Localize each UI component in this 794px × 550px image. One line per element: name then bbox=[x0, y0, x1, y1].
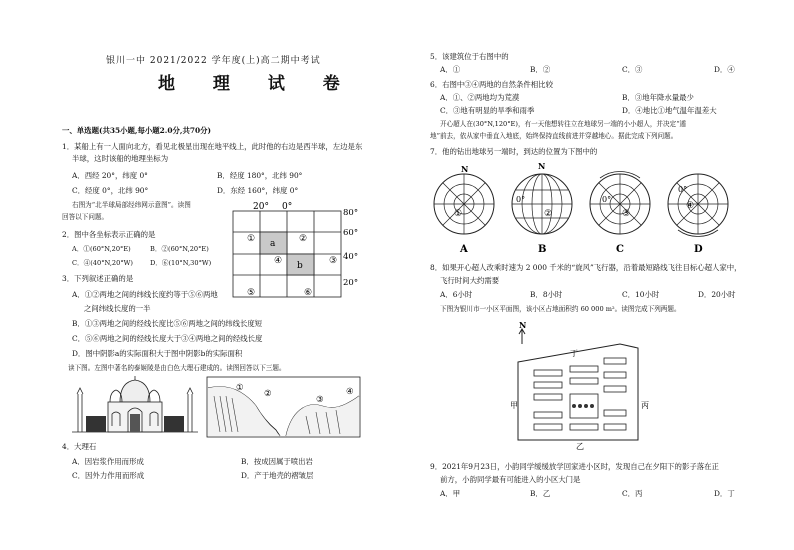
globe-a-mark: ① bbox=[454, 209, 463, 219]
q2-stem: 2．图中各坐标表示正确的是 bbox=[62, 230, 156, 239]
q1-opt-b: B．经度 180°，北纬 90° bbox=[217, 171, 303, 180]
q3-opt-d: D．图中阴影a的实际面积大于图中阴影b的实际面积 bbox=[72, 349, 243, 358]
globe-d-mark: ④ bbox=[686, 201, 695, 211]
q1-stem-2: 半球，这时该船的地理坐标为 bbox=[72, 154, 169, 163]
school-header: 银川一中 2021/2022 学年度(上)高二期中考试 bbox=[106, 56, 321, 66]
q7-stem: 7．他的钻出地球另一端时，到达的位置为下图中的 bbox=[430, 147, 598, 156]
q8-opt-a: A．6小时 bbox=[440, 290, 473, 299]
lat-label-40: 40° bbox=[343, 252, 359, 262]
globe-c-mark: ③ bbox=[622, 209, 631, 219]
q1-stem-1: 1．某船上有一人面向北方，看见北极星出现在地平线上，此时他的右边是西半球，左边是东 bbox=[62, 142, 363, 151]
q4-opt-b: B．按成因属于喷出岩 bbox=[241, 457, 313, 466]
q6-intro-2: 地”前去，依从家中垂直入地底，始终保持直线前进并穿越地心。据此完成下列问题。 bbox=[430, 132, 678, 140]
gate-bing: 丙 bbox=[641, 401, 649, 410]
lat-label-60: 60° bbox=[343, 228, 359, 238]
q4-stem: 4．大理石 bbox=[62, 442, 97, 451]
q1-opt-c: C．经度 0°，北纬 90° bbox=[72, 186, 149, 195]
taj-mahal-image bbox=[72, 376, 198, 436]
q3-opt-a-2: 之间纬线长度的一半 bbox=[84, 304, 151, 313]
q4-intro: 读下图。左图中著名的泰姬陵是由白色大理石建成的。读图回答以下三题。 bbox=[68, 364, 286, 372]
q2-opt-c: C．④(40°N,20°W) bbox=[72, 259, 133, 267]
point-3: ③ bbox=[329, 256, 338, 266]
q9-opt-b: B．乙 bbox=[530, 489, 551, 498]
lon-label-20: 20° bbox=[253, 202, 269, 212]
map-label-3: ③ bbox=[316, 395, 324, 405]
q8-stem-2: 飞行时间大约需要 bbox=[440, 276, 500, 285]
q3-opt-c: C．⑤⑥两地之间的经线长度大于③④两地之间的经线长度 bbox=[72, 334, 263, 343]
q5-opt-c: C．③ bbox=[622, 65, 643, 74]
q9-opt-a: A．甲 bbox=[440, 489, 461, 498]
q4-opt-d: D．产于地壳的褶皱层 bbox=[241, 471, 314, 480]
q6-opt-a: A．①、②两地均为荒漠 bbox=[440, 93, 520, 102]
point-4: ④ bbox=[274, 256, 283, 266]
globe-b bbox=[512, 161, 572, 255]
globe-c-zero: 0° bbox=[602, 195, 612, 204]
grid-intro-2: 回答以下问题。 bbox=[62, 213, 109, 221]
q8-stem-1: 8．如果开心超人改乘时速为 2 000 千米的“旋风”飞行器，沿着最短路线飞往目标心超人家中， bbox=[430, 263, 742, 272]
q4-opt-a: A．因岩浆作用而形成 bbox=[72, 457, 144, 466]
page-title: 地 理 试 卷 bbox=[158, 74, 356, 94]
q6-stem: 6．右图中③④两地的自然条件相比较 bbox=[430, 80, 553, 89]
globe-b-label: B bbox=[538, 244, 547, 255]
globe-d-zero: 0° bbox=[678, 185, 688, 194]
q2-opt-d: D．⑥(10°N,30°W) bbox=[150, 259, 212, 267]
q8-opt-c: C．10小时 bbox=[622, 290, 660, 299]
lat-label-80: 80° bbox=[343, 208, 359, 218]
q3-opt-a-1: A．①②两地之间的纬线长度约等于⑤⑥两地 bbox=[72, 290, 218, 299]
q9-intro: 下图为银川市一小区平面图，该小区占地面积约 60 000 m²。读图完成下列两题。 bbox=[440, 305, 681, 313]
plan-north: N bbox=[519, 320, 527, 330]
q9-opt-c: C．丙 bbox=[622, 489, 643, 498]
globes-figure bbox=[432, 160, 752, 256]
globe-d-label: D bbox=[694, 244, 703, 255]
map-label-4: ④ bbox=[346, 387, 354, 397]
q6-opt-b: B．③地年降水量最少 bbox=[622, 93, 694, 102]
q6-intro-1: 开心超人在(30°N,120°E)，有一天他想转往立在地球另一端的小小超人，并决定“遁 bbox=[440, 120, 687, 128]
point-2: ② bbox=[299, 234, 308, 244]
gate-ding: 丁 bbox=[570, 349, 578, 358]
lat-label-20: 20° bbox=[343, 278, 359, 288]
section-heading: 一、单选题(共35小题,每小题2.0分,共70分) bbox=[62, 126, 212, 135]
map-label-2: ② bbox=[264, 389, 272, 399]
community-plan bbox=[510, 318, 660, 450]
q9-opt-d: D．丁 bbox=[714, 489, 735, 498]
q5-opt-a: A．① bbox=[440, 65, 461, 74]
globe-c bbox=[590, 171, 650, 255]
q3-stem: 3．下列叙述正确的是 bbox=[62, 274, 134, 283]
q6-opt-c: C．③地有明显的旱季和雨季 bbox=[440, 106, 535, 115]
q5-stem: 5．该建筑位于右图中的 bbox=[430, 52, 509, 61]
point-1: ① bbox=[247, 234, 256, 244]
south-asia-map bbox=[206, 376, 361, 438]
grid-intro-1: 右图为“北半球局部经纬网示意图”。读图 bbox=[72, 201, 191, 209]
q1-opt-d: D．东经 160°，纬度 0° bbox=[217, 186, 299, 195]
globe-b-north: N bbox=[538, 161, 546, 171]
q3-opt-b: B．①③两地之间的经线长度比⑤⑥两地之间的纬线长度短 bbox=[72, 319, 263, 328]
point-6: ⑥ bbox=[304, 288, 313, 298]
q9-stem-2: 前方，小韵同学最有可能进入的小区大门是 bbox=[440, 475, 581, 484]
gate-jia: 甲 bbox=[510, 401, 518, 410]
q5-opt-d: D．④ bbox=[714, 65, 735, 74]
q2-opt-b: B．②(60°N,20°E) bbox=[150, 245, 209, 253]
globe-b-zero: 0° bbox=[516, 195, 526, 204]
q8-opt-d: D．20小时 bbox=[698, 290, 736, 299]
q9-stem-1: 9．2021年9月23日，小韵同学缓缓放学回家进小区时，发现自己在夕阳下的影子落在正 bbox=[430, 462, 719, 471]
globe-a-north: N bbox=[461, 164, 469, 174]
map-label-1: ① bbox=[236, 383, 244, 393]
globe-d bbox=[668, 174, 728, 255]
q2-opt-a: A．①(60°N,20°E) bbox=[72, 245, 131, 253]
q8-opt-b: B．8小时 bbox=[530, 290, 563, 299]
point-5: ⑤ bbox=[247, 288, 256, 298]
q6-opt-d: D．④地比①地气温年温差大 bbox=[622, 106, 717, 115]
globe-b-mark: ② bbox=[544, 209, 553, 219]
graticule-figure bbox=[225, 197, 365, 303]
globe-a-label: A bbox=[460, 244, 468, 255]
globe-a bbox=[434, 164, 494, 255]
globe-c-label: C bbox=[616, 244, 624, 255]
q5-opt-b: B．② bbox=[530, 65, 551, 74]
area-b: b bbox=[297, 261, 303, 271]
q1-opt-a: A．西经 20°，纬度 0° bbox=[72, 171, 148, 180]
q4-opt-c: C．因外力作用而形成 bbox=[72, 471, 145, 480]
area-a: a bbox=[270, 239, 276, 249]
gate-yi: 乙 bbox=[576, 442, 584, 450]
lon-label-0: 0° bbox=[282, 202, 293, 212]
